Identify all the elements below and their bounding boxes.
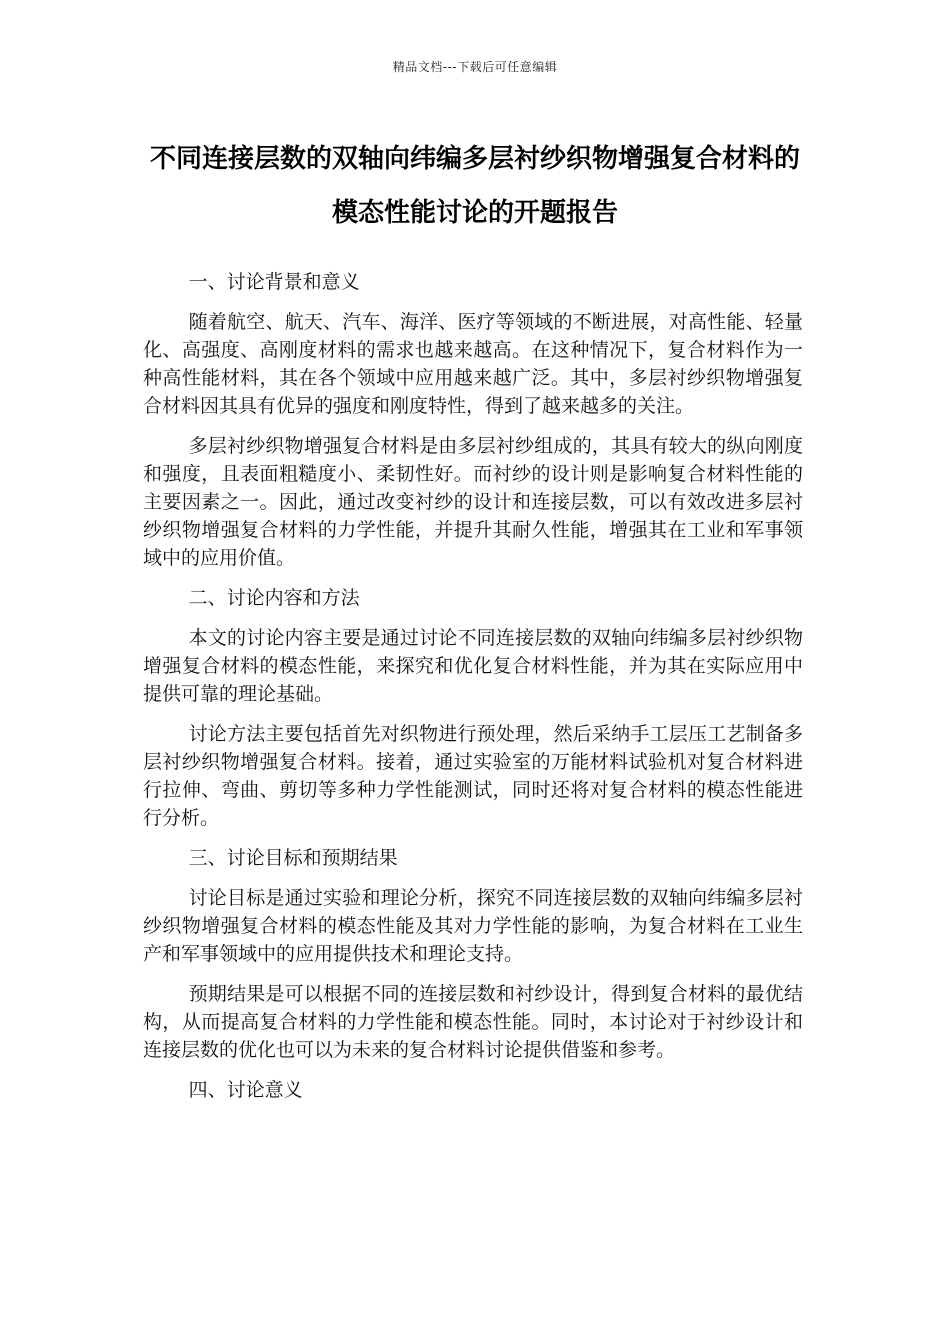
document-body (143, 268, 803, 1116)
paragraph: 本文的讨论内容主要是通过讨论不同连接层数的双轴向纬编多层衬纱织物增强复合材料的模态性能，来探究和优化复合材料性能，并为其在实际应用中提供可靠的理论基础。 (143, 627, 803, 705)
header-note: 精品文档---下载后可任意编辑 (392, 60, 558, 74)
paragraph: 预期结果是可以根据不同的连接层数和衬纱设计，得到复合材料的最优结构，从而提高复合材料的力学性能和模态性能。同时，本讨论对于衬纱设计和连接层数的优化也可以为未来的复合材料讨论提供借鉴和参考。 (143, 983, 803, 1061)
section-heading-background: 一、讨论背景和意义 (188, 271, 360, 293)
paragraph: 讨论方法主要包括首先对织物进行预处理，然后采纳手工层压工艺制备多层衬纱织物增强复合材料。接着，通过实验室的万能材料试验机对复合材料进行拉伸、弯曲、剪切等多种力学性能测试，同时还将对复合材料的模态性能进行分析。 (143, 723, 803, 829)
paragraph: 随着航空、航天、汽车、海洋、医疗等领域的不断进展，对高性能、轻量化、高强度、高刚度材料的需求也越来越高。在这种情况下，复合材料作为一种高性能材料，其在各个领域中应用越来越广泛。其中，多层衬纱织物增强复合材料因其具有优异的强度和刚度特性，得到了越来越多的关注。 (143, 311, 803, 417)
section-heading-goals-results: 三、讨论目标和预期结果 (188, 847, 398, 869)
section-heading-content-methods: 二、讨论内容和方法 (188, 587, 360, 609)
document-title: 不同连接层数的双轴向纬编多层衬纱织物增强复合材料的模态性能讨论的开题报告 (149, 144, 800, 228)
paragraph: 讨论目标是通过实验和理论分析，探究不同连接层数的双轴向纬编多层衬纱织物增强复合材料的模态性能及其对力学性能的影响，为复合材料在工业生产和军事领域中的应用提供技术和理论支持。 (143, 887, 803, 965)
section-heading-significance: 四、讨论意义 (188, 1079, 303, 1101)
paragraph: 多层衬纱织物增强复合材料是由多层衬纱组成的，其具有较大的纵向刚度和强度，且表面粗糙度小、柔韧性好。而衬纱的设计则是影响复合材料性能的主要因素之一。因此，通过改变衬纱的设计和连接层数，可以有效改进多层衬纱织物增强复合材料的力学性能，并提升其耐久性能，增强其在工业和军事领域中的应用价值。 (143, 435, 803, 569)
